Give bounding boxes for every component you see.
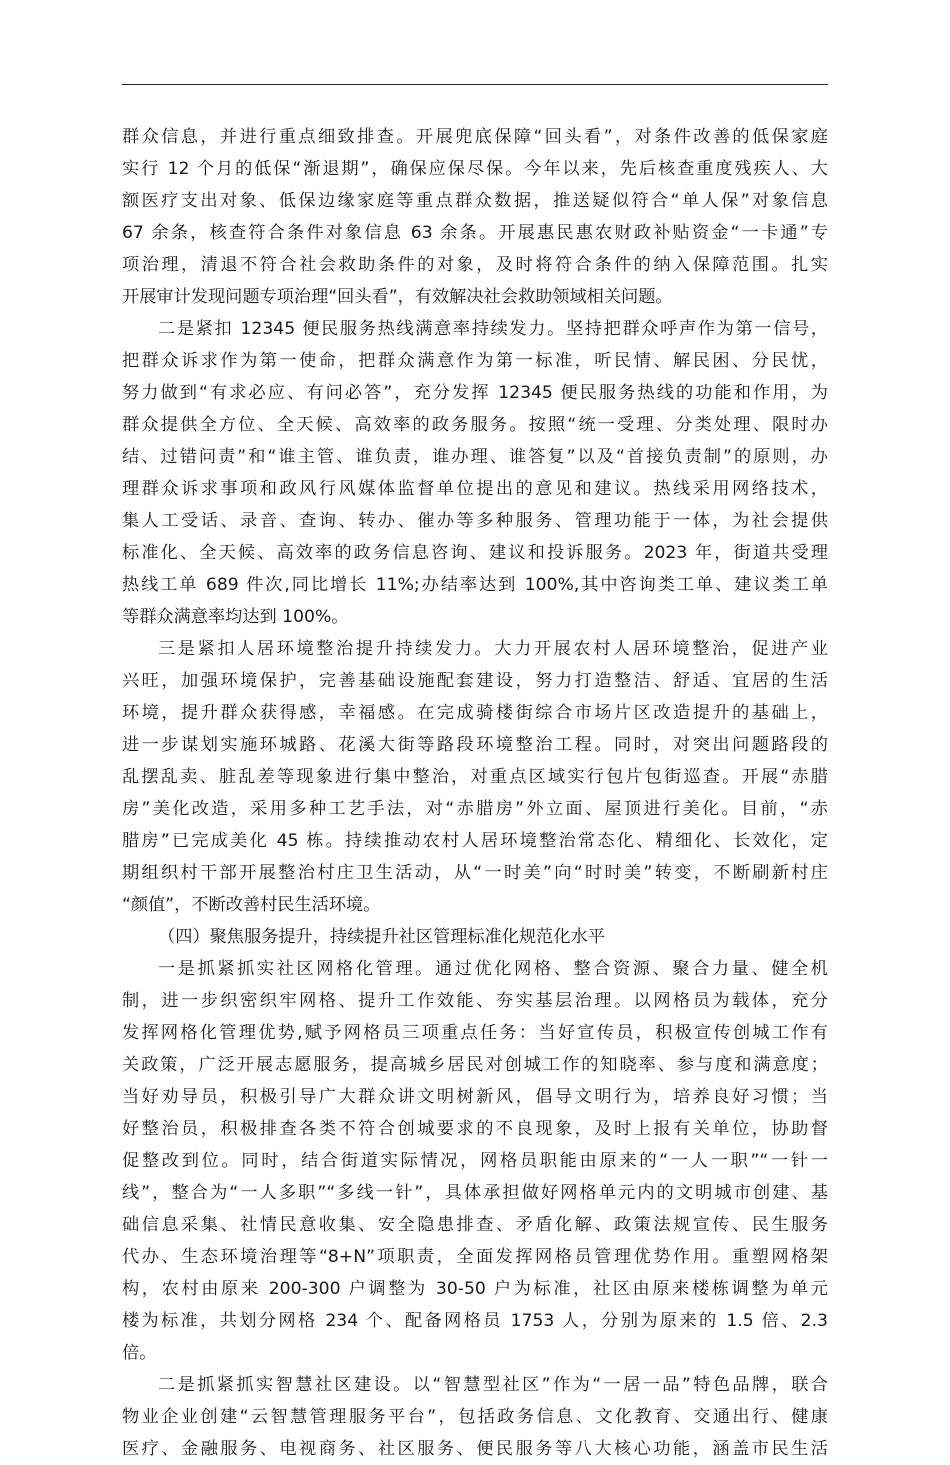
text-line: 代办、生态环境治理等“8+N”项职责，全面发挥网格员管理优势作用。重塑网格架: [122, 1247, 828, 1267]
text-line: 群众信息，并进行重点细致排查。开展兜底保障“回头看”，对条件改善的低保家庭: [122, 127, 828, 147]
text-line: 医疗、金融服务、电视商务、社区服务、便民服务等八大核心功能，涵盖市民生活: [122, 1439, 828, 1459]
text-line: 倍。: [122, 1343, 157, 1363]
text-line: 实行 12 个月的低保“渐退期”，确保应保尽保。今年以来，先后核查重度残疾人、大: [122, 159, 828, 179]
text-line: 二是紧扣 12345 便民服务热线满意率持续发力。坚持把群众呼声作为第一信号，: [158, 319, 828, 339]
text-line: （四）聚焦服务提升，持续提升社区管理标准化规范化水平: [158, 927, 605, 947]
text-line: 物业企业创建“云智慧管理服务平台”，包括政务信息、文化教育、交通出行、健康: [122, 1407, 828, 1427]
text-line: 期组织村干部开展整治村庄卫生活动，从“一时美”向“时时美”转变，不断刷新村庄: [122, 863, 828, 883]
text-line: 发挥网格化管理优势,赋予网格员三项重点任务：当好宣传员，积极宣传创城工作有: [122, 1023, 828, 1043]
text-line: 等群众满意率均达到 100%。: [122, 607, 349, 627]
text-line: 兴旺，加强环境保护，完善基础设施配套建设，努力打造整洁、舒适、宜居的生活: [122, 671, 828, 691]
text-line: 67 余条，核查符合条件对象信息 63 余条。开展惠民惠农财政补贴资金“一卡通”专: [122, 223, 828, 243]
text-line: 结、过错问责”和“谁主管、谁负责，谁办理、谁答复”以及“首接负责制”的原则，办: [122, 447, 828, 467]
text-line: “颜值”，不断改善村民生活环境。: [122, 895, 381, 915]
text-line: 楼为标准，共划分网格 234 个、配备网格员 1753 人，分别为原来的 1.5 倍、2.3: [122, 1311, 828, 1331]
text-line: 把群众诉求作为第一使命，把群众满意作为第一标准，听民情、解民困、分民忧，: [122, 351, 828, 371]
text-line: 线”，整合为“一人多职”“多线一针”，具体承担做好网格单元内的文明城市创建、基: [122, 1183, 828, 1203]
text-line: 当好劝导员，积极引导广大群众讲文明树新风，倡导文明行为，培养良好习惯；当: [122, 1087, 828, 1107]
text-line: 础信息采集、社情民意收集、安全隐患排查、矛盾化解、政策法规宣传、民生服务: [122, 1215, 828, 1235]
text-line: 额医疗支出对象、低保边缘家庭等重点群众数据，推送疑似符合“单人保”对象信息: [122, 191, 828, 211]
text-line: 开展审计发现问题专项治理“回头看”，有效解决社会救助领域相关问题。: [122, 287, 673, 307]
text-line: 群众提供全方位、全天候、高效率的政务服务。按照“统一受理、分类处理、限时办: [122, 415, 828, 435]
text-line: 理群众诉求事项和政风行风媒体监督单位提出的意见和建议。热线采用网络技术，: [122, 479, 828, 499]
text-line: 构，农村由原来 200-300 户调整为 30-50 户为标准，社区由原来楼栋调整为单元: [122, 1279, 828, 1299]
text-line: 三是紧扣人居环境整治提升持续发力。大力开展农村人居环境整治，促进产业: [158, 639, 828, 659]
text-line: 乱摆乱卖、脏乱差等现象进行集中整治，对重点区域实行包片包街巡查。开展“赤腊: [122, 767, 828, 787]
text-line: 一是抓紧抓实社区网格化管理。通过优化网格、整合资源、聚合力量、健全机: [158, 959, 828, 979]
text-line: 房”美化改造，采用多种工艺手法，对“赤腊房”外立面、屋顶进行美化。目前，“赤: [122, 799, 828, 819]
header-rule: [122, 84, 828, 85]
text-line: 项治理，清退不符合社会救助条件的对象，及时将符合条件的纳入保障范围。扎实: [122, 255, 828, 275]
text-line: 标准化、全天候、高效率的政务信息咨询、建议和投诉服务。2023 年，街道共受理: [122, 543, 828, 563]
text-line: 热线工单 689 件次,同比增长 11%;办结率达到 100%,其中咨询类工单、建议类工单: [122, 575, 828, 595]
text-line: 制，进一步织密织牢网格、提升工作效能、夯实基层治理。以网格员为载体，充分: [122, 991, 828, 1011]
text-line: 好整治员，积极排查各类不符合创城要求的不良现象，及时上报有关单位，协助督: [122, 1119, 828, 1139]
text-line: 促整改到位。同时，结合街道实际情况，网格员职能由原来的“一人一职”“一针一: [122, 1151, 828, 1171]
text-line: 腊房”已完成美化 45 栋。持续推动农村人居环境整治常态化、精细化、长效化，定: [122, 831, 828, 851]
text-line: 环境，提升群众获得感，幸福感。在完成骑楼街综合市场片区改造提升的基础上，: [122, 703, 828, 723]
text-line: 二是抓紧抓实智慧社区建设。以“智慧型社区”作为“一居一品”特色品牌，联合: [158, 1375, 828, 1395]
text-line: 关政策，广泛开展志愿服务，提高城乡居民对创城工作的知晓率、参与度和满意度；: [122, 1055, 828, 1075]
text-line: 进一步谋划实施环城路、花溪大街等路段环境整治工程。同时，对突出问题路段的: [122, 735, 828, 755]
text-line: 集人工受话、录音、查询、转办、催办等多种服务、管理功能于一体，为社会提供: [122, 511, 828, 531]
text-line: 努力做到“有求必应、有问必答”，充分发挥 12345 便民服务热线的功能和作用，为: [122, 383, 828, 403]
document-body: [122, 121, 828, 1465]
